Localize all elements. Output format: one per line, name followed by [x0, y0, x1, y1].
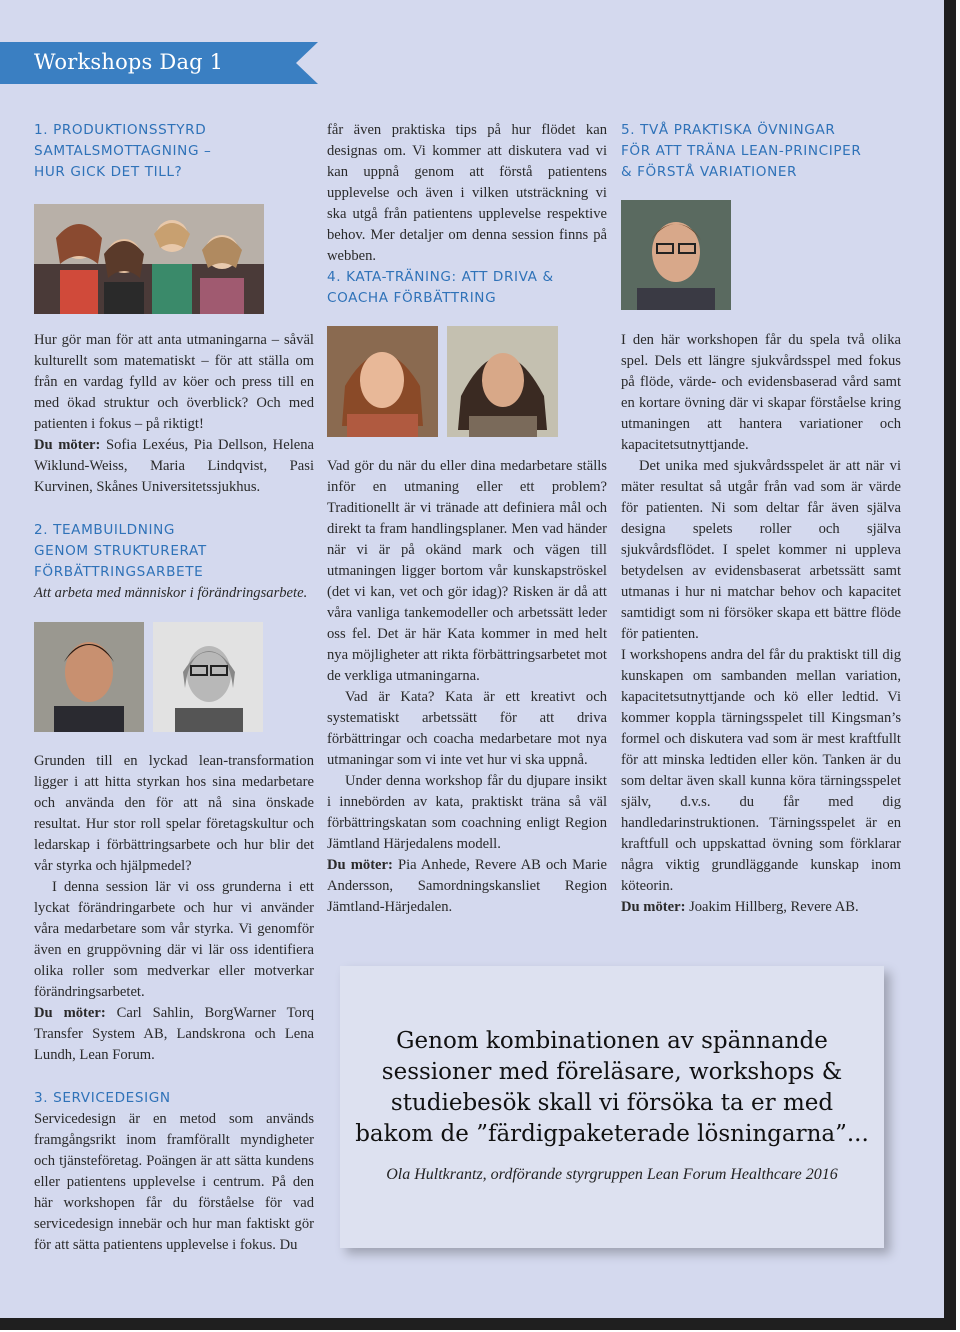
section-1-meet [34, 435, 314, 498]
section-1-group-photo [34, 204, 264, 314]
quote-line: sessioner med föreläsare, workshops & [381, 1059, 843, 1085]
heading-line: & FÖRSTÅ VARIATIONER [621, 164, 798, 180]
section-4-paragraph: Under denna workshop får du djupare insikt i innebörden av kata, praktiskt träna så väl förbättringskatan som coachning enligt Region Jämtland Härjedalens modell. [327, 773, 607, 852]
section-2-text [34, 751, 314, 1066]
heading-line: HUR GICK DET TILL? [34, 164, 183, 180]
section-2-subtitle: Att arbeta med människor i förändringsarbete. [34, 585, 308, 601]
meet-label: Du möter: [621, 899, 686, 915]
heading-line: SAMTALSMOTTAGNING – [34, 143, 212, 159]
section-4-paragraph: Vad gör du när du eller dina medarbetare ställs inför en utmaning eller ett problem? Traditionellt är vi tränade att definiera mål och direkt ta fram handlingsplaner. Men vad händer när vi är på okänd mark och vägen till utmaningen ligger bortom vår kunskapströskel (det vi kan, vet och gör idag)? Risken är då att våra vanliga tankemodeller och arbetssätt leder oss fel. Det är här Kata kommer in med helt nya möjligheter att rikta förbättringsarbetet mot de verkliga utmaningarna. [327, 458, 607, 684]
section-2-paragraph: I denna session lär vi oss grunderna i ett lyckat förändringarbete och hur vi använder våra medarbetare som vår styrka. Vi genomför även en gruppövning där vi lär oss identifiera olika roller som medverkar eller motverkar förändringsarbetet. [34, 879, 314, 1000]
section-5-meet [621, 897, 901, 918]
section-2-heading [34, 520, 314, 583]
page-title: Workshops Dag 1 [34, 50, 224, 74]
quote-line: Genom kombinationen av spännande [396, 1028, 828, 1054]
section-1-body: Hur gör man för att anta utmaningarna – såväl kulturellt som matematiskt – för att ställa om från en vardag fylld av köer och press till en med ökad struktur och överblick? Och med patienten i fokus – på riktigt! [34, 332, 314, 432]
heading-line: 4. KATA-TRÄNING: ATT DRIVA & [327, 269, 554, 285]
section-5-photo-man [621, 200, 731, 310]
section-4-text [327, 456, 607, 918]
section-3-continued-text: får även praktiska tips på hur flödet kan designas om. Vi kommer att diskutera vad vi kan uppnå genom att förstå patientens upplevelse och även i vilken utsträckning vi ska utgå från patientens upplevelse respektive behov. Mer detaljer om denna session finns på webben. [327, 122, 607, 264]
section-4-paragraph: Vad är Kata? Kata är ett kreativt och systematiskt arbetssätt för att driva förbättringar och coacha medarbetare mot nya utmaningar som vi inte vet hur vi ska uppnå. [327, 689, 607, 768]
section-5-heading [621, 120, 921, 183]
meet-text: Carl Sahlin, BorgWarner Torq Transfer System AB, Landskrona och Lena Lundh, Lean Forum. [34, 1005, 315, 1063]
section-3-heading [34, 1088, 314, 1109]
section-5-paragraph: I den här workshopen får du spela två olika spel. Dels ett längre sjukvårdsspel med fokus på flöde, värde- och evidensbaserad vård samt en kortare övning där vi skapar förståelse kring utmaningen att hantera variationer och kapacitetsutnyttjande. [621, 332, 901, 453]
section-4-heading [327, 267, 617, 309]
meet-text: Joakim Hillberg, Revere AB. [685, 899, 859, 915]
section-3-body: Servicedesign är en metod som används framgångsrikt inom framförallt myndigheter och tjänsteföretag. Poängen är att sätta kundens eller patientens upplevelse i centrum. På den här workshopen får du förståelse för vad servicedesign innebär och hur man faktiskt gör för att sätta patientens upplevelse i fokus. Du [34, 1111, 314, 1253]
section-2-paragraph: Grunden till en lyckad lean-transformation ligger i att hitta styrkan hos sina medarbetare och använda den för att nå sina önskade resultat. Hur stor roll spelar företagskultur och ledarskap i förbättringsarbete och hur blir det vår styrka och hjälpmedel? [34, 753, 314, 874]
section-3-continued [327, 120, 607, 267]
quote-line: bakom de ”färdigpaketerade lösningarna”... [355, 1121, 869, 1147]
heading-line: FÖR ATT TRÄNA LEAN-PRINCIPER [621, 143, 862, 159]
section-5-paragraph: I workshopens andra del får du praktiskt till dig kunskapen om sambanden mellan variation, kapacitetsutnyttjande och kö eller ledtid. Vi kommer koppla tärningsspelet till Kingsman’s formel och diskutera vad som är mest kraftfullt för att minska ledtiden eller kön. Tanken är du som deltar även skall kunna köra tärningsspelet själv, d.v.s. du får med dig handledarinstruktionen. Tärningsspelet är en kraftfull och uppskattad övning som förklarar några viktig grundläggande kunskap inom köteorin. [621, 647, 901, 894]
quote-line: studiebesök skall vi försöka ta er med [390, 1090, 834, 1116]
quote-box [340, 966, 884, 1248]
section-2-photo-man [34, 622, 144, 732]
section-5-paragraph: Det unika med sjukvårdsspelet är att när vi mäter resultat så utgår från vad som är värde för patienten. Ni som deltar får även själva designa spelets roller och själva sjukvårdsflödet. I spelet kommer ni uppleva betydelsen av evidensbaserat arbetssätt samt utmanas i hur ni matchar behov och kapacitet samtidigt som ni försöker skapa ett bättre flöde för patienten. [621, 458, 901, 642]
meet-label: Du möter: [327, 857, 393, 873]
heading-line: COACHA FÖRBÄTTRING [327, 290, 497, 306]
quote-text [340, 1026, 884, 1150]
section-4-meet [327, 855, 607, 918]
section-4-photo-woman-2 [447, 326, 558, 437]
heading-line: FÖRBÄTTRINGSARBETE [34, 564, 204, 580]
meet-label: Du möter: [34, 1005, 106, 1021]
section-1-heading [34, 120, 294, 183]
heading-line: GENOM STRUKTURERAT [34, 543, 207, 559]
section-2-photo-woman [153, 622, 263, 732]
meet-text: Sofia Lexéus, Pia Dellson, Helena Wiklund-Weiss, Maria Lindqvist, Pasi Kurvinen, Skånes Universitetssjukhus. [34, 437, 314, 495]
section-1-text [34, 330, 314, 498]
section-5-text [621, 330, 901, 918]
heading-line: 5. TVÅ PRAKTISKA ÖVNINGAR [621, 122, 836, 138]
heading-line: 1. PRODUKTIONSSTYRD [34, 122, 207, 138]
meet-label: Du möter: [34, 437, 101, 453]
heading-line: 2. TEAMBUILDNING [34, 522, 176, 538]
meet-text: Pia Anhede, Revere AB och Marie Andersson, Samordningskansliet Region Jämtland-Härjedalen. [327, 857, 607, 915]
quote-attribution: Ola Hultkrantz, ordförande styrgruppen Lean Forum Healthcare 2016 [386, 1166, 838, 1183]
heading-line: 3. SERVICEDESIGN [34, 1090, 171, 1106]
section-4-photo-woman-1 [327, 326, 438, 437]
section-3-text [34, 1109, 314, 1256]
section-2-meet [34, 1003, 314, 1066]
